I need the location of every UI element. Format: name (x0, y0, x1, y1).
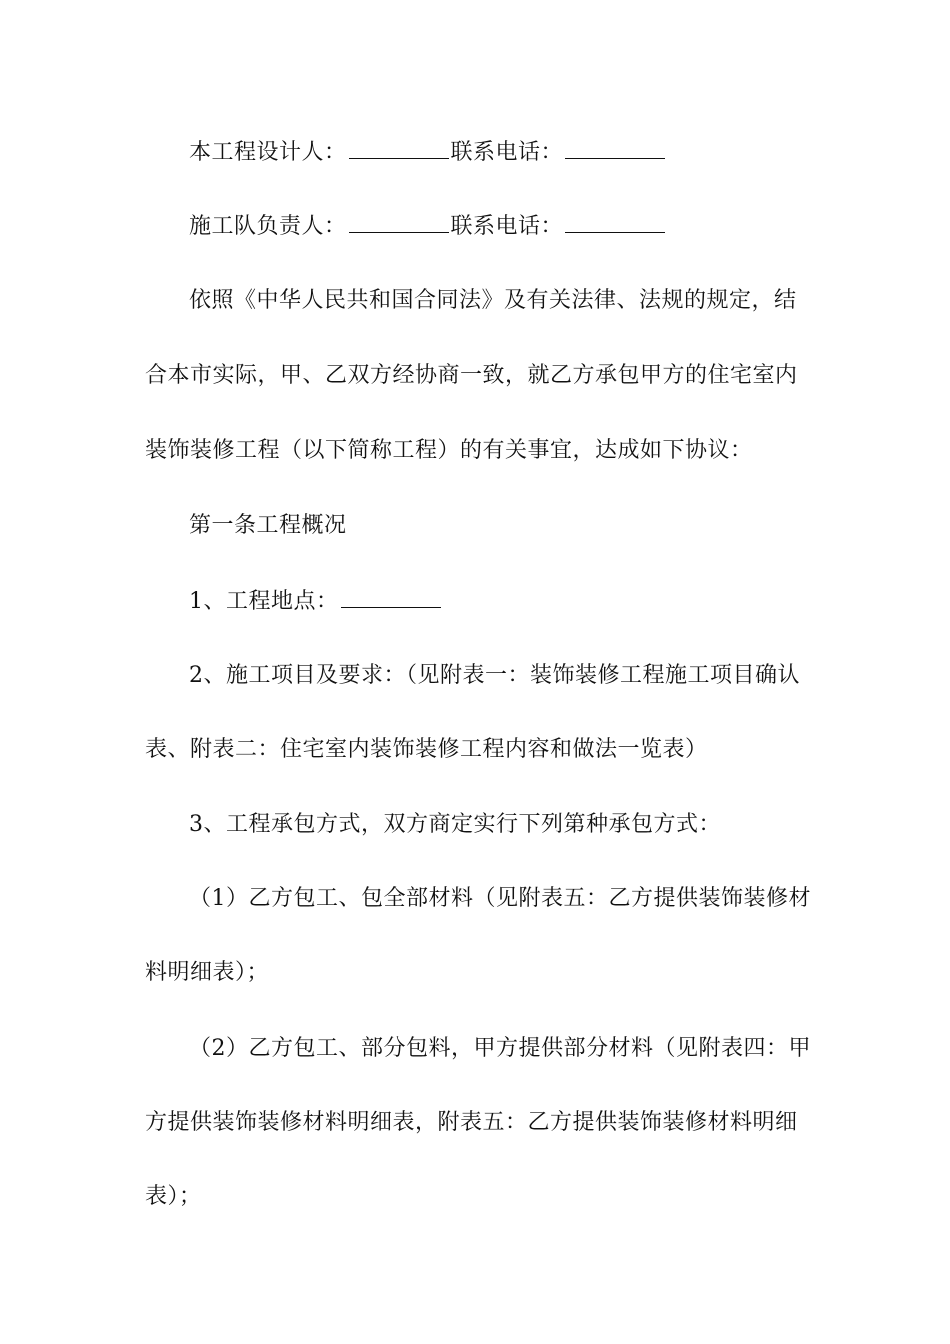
article-title: 第一条工程概况 (189, 513, 347, 538)
paragraph-line: （1）乙方包工、包全部材料（见附表五：乙方提供装饰装修材 (189, 886, 811, 911)
location-label: 1、工程地点： (189, 589, 339, 614)
paragraph-line: 3、工程承包方式，双方商定实行下列第种承包方式： (189, 812, 721, 837)
foreman-line (189, 212, 667, 242)
foreman-phone-label: 联系电话： (450, 214, 564, 239)
designer-line (189, 138, 667, 168)
foreman-phone-blank (565, 214, 665, 233)
paragraph-line: 合本市实际，甲、乙双方经协商一致，就乙方承包甲方的住宅室内 (145, 363, 798, 388)
designer-label: 本工程设计人： (189, 140, 347, 165)
designer-phone-label: 联系电话： (450, 140, 564, 165)
foreman-label: 施工队负责人： (189, 214, 347, 239)
foreman-blank (349, 214, 449, 233)
paragraph-line: 依照《中华人民共和国合同法》及有关法律、法规的规定，结 (189, 288, 797, 313)
paragraph-line: 表、附表二：住宅室内装饰装修工程内容和做法一览表） (145, 737, 708, 762)
designer-phone-blank (565, 140, 665, 159)
paragraph-line: 方提供装饰装修材料明细表，附表五：乙方提供装饰装修材料明细 (145, 1110, 798, 1135)
item-location (189, 587, 443, 617)
paragraph-line: 表）； (145, 1184, 202, 1209)
location-blank (341, 589, 441, 608)
paragraph-line: 装饰装修工程（以下简称工程）的有关事宜，达成如下协议： (145, 438, 753, 463)
designer-blank (349, 140, 449, 159)
paragraph-line: 2、施工项目及要求：（见附表一：装饰装修工程施工项目确认 (189, 663, 800, 688)
paragraph-line: （2）乙方包工、部分包料，甲方提供部分材料（见附表四：甲 (189, 1036, 811, 1061)
paragraph-line: 料明细表）； (145, 960, 270, 985)
